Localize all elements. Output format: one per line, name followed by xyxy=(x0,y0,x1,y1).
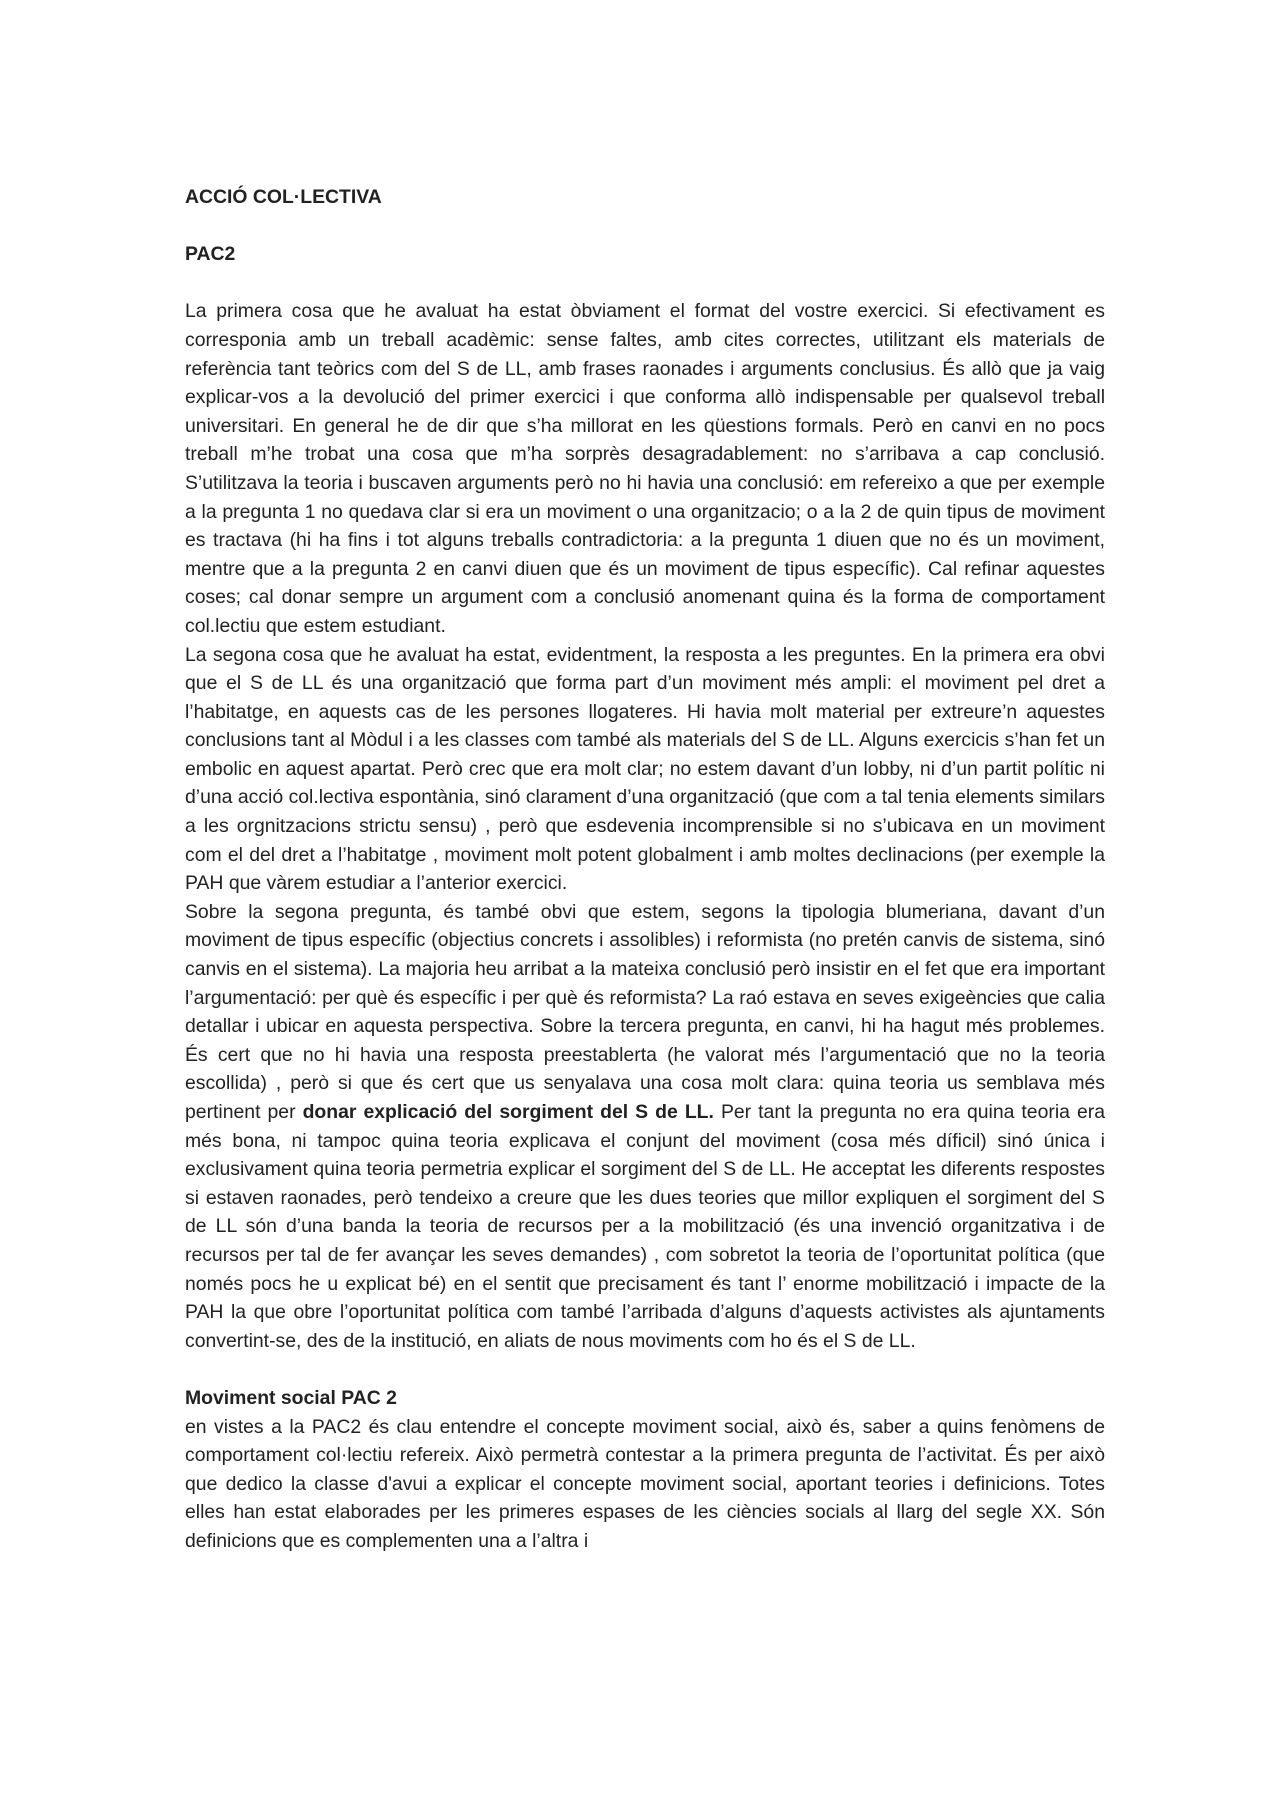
document-page xyxy=(185,183,1105,1556)
section-spacer xyxy=(185,1355,1105,1384)
bold-emphasis: donar explicació del sorgiment del S de LL. xyxy=(302,1101,714,1123)
paragraph-social-movement: en vistes a la PAC2 és clau entendre el concepte moviment social, això és, saber a quins fenòmens de comportament col·lectiu refereix. Això permetrà contestar a la primera pregunta de l’activitat. És per això que dedico la classe d'avui a explicar el concepte moviment social, aportant teories i definicions. Totes elles han estat elaborades per les primeres espases de les ciències socials al llarg del segle XX. Són definicions que es complementen una a l’altra i xyxy=(185,1415,1105,1552)
document-title: ACCIÓ COL·LECTIVA xyxy=(185,186,382,208)
paragraph-text: Per tant la pregunta no era quina teoria era més bona, ni tampoc quina teoria explicava el conjunt del moviment (cosa més díficil) sinó única i exclusivament quina teoria permetria explicar el sorgiment del S de LL. He acceptat les diferents respostes si estaven raonades, però tendeixo a creure que les dues teories que millor expliquen el sorgiment del S de LL són d’una banda la teoria de recursos per a la mobilització (és una invenció organitzativa i de recursos per tal de fer avançar les seves demandes) , com sobretot la teoria de l’oportunitat política (que només pocs he u explicat bé) en el sentit que precisament és tant l’ enorme mobilització i impacte de la PAH la que obre l’oportunitat política com també l’arribada d’alguns d’aquests activistes als ajuntaments convertint-se, des de la institució, en aliats de nous moviments com ho és el S de LL. xyxy=(185,1101,1105,1352)
paragraph-format-evaluation: La primera cosa que he avaluat ha estat òbviament el format del vostre exercici. Si efectivament es corresponia amb un treball acadèmic: sense faltes, amb cites correctes, utilitzant els materials de referència tant teòrics com del S de LL, amb frases raonades i arguments conclusius. És allò que ja vaig explicar-vos a la devolució del primer exercici i que conforma allò indispensable per qualsevol treball universitari. En general he de dir que s’ha millorat en les qüestions formals. Però en canvi en no pocs treball m’he trobat una cosa que m’ha sorprès desagradablement: no s’arribava a cap conclusió. S’utilitzava la teoria i buscaven arguments però no hi havia una conclusió: em refereixo a que per exemple a la pregunta 1 no quedava clar si era un moviment o una organitzacio; o a la 2 de quin tipus de moviment es tractava (hi ha fins i tot alguns treballs contradictoria: a la pregunta 1 diuen que no és un moviment, mentre que a la pregunta 2 en canvi diuen que és un moviment de tipus específic). Cal refinar aquestes coses; cal donar sempre un argument com a conclusió anomenant quina és la forma de comportament col.lectiu que estem estudiant. xyxy=(185,300,1105,637)
paragraph-second-third-question xyxy=(185,898,1105,1356)
document-subtitle: PAC2 xyxy=(185,243,236,266)
section-title: Moviment social PAC 2 xyxy=(185,1386,397,1409)
paragraph-first-question: La segona cosa que he avaluat ha estat, evidentment, la resposta a les preguntes. En la primera era obvi que el S de LL és una organització que forma part d’un moviment més ampli: el moviment pel dret a l’habitatge, en aquests cas de les persones llogateres. Hi havia molt material per extreure’n aquestes conclusions tant al Mòdul i a les classes com també als materials del S de LL. Alguns exercicis s’han fet un embolic en aquest apartat. Però crec que era molt clar; no estem davant d’un lobby, ni d’un partit polític ni d’una acció col.lectiva espontània, sinó clarament d’una organització (que com a tal tenia elements similars a les orgnitzacions strictu sensu) , però que esdevenia incomprensible si no s’ubicava en un moviment com el del dret a l’habitatge , moviment molt potent globalment i amb moltes declinacions (per exemple la PAH que vàrem estudiar a l’anterior exercici. xyxy=(185,643,1105,895)
paragraph-text: Sobre la segona pregunta, és també obvi que estem, segons la tipologia blumeriana, davant d’un moviment de tipus específic (objectius concrets i assolibles) i reformista (no pretén canvis de sistema, sinó canvis en el sistema). La majoria heu arribat a la mateixa conclusió però insistir en el fet que era important l’argumentació: per què és específic i per què és reformista? La raó estava en seves exigeències que calia detallar i ubicar en aquesta perspectiva. Sobre la tercera pregunta, en canvi, hi ha hagut més problemes. És cert que no hi havia una resposta preestablerta (he valorat més l’argumentació que no la teoria escollida) , però si que és cert que us senyalava una cosa molt clara: quina teoria us semblava més pertinent per xyxy=(185,900,1105,1123)
